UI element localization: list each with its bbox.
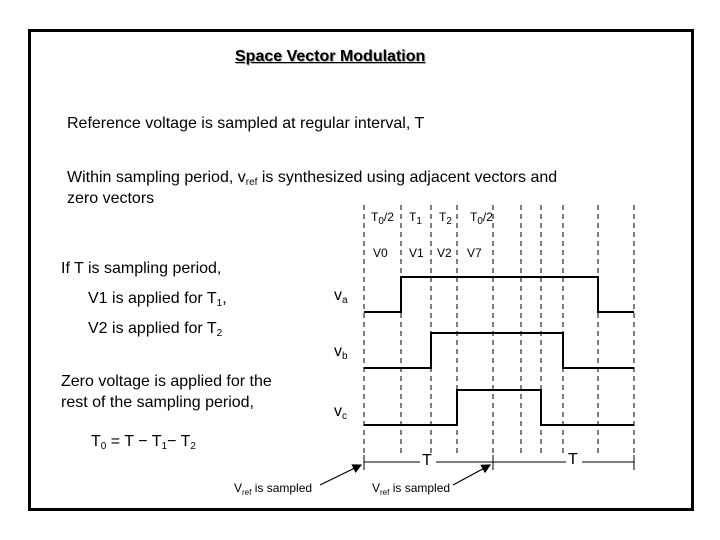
interval-tail: /2 xyxy=(482,210,493,224)
eq-c-sub: 2 xyxy=(190,441,196,452)
interval-main: T xyxy=(371,210,379,224)
sampled-main: V xyxy=(372,481,381,495)
text-zero-2: rest of the sampling period, xyxy=(61,394,254,411)
sampled-label-2 xyxy=(372,481,450,495)
text-line-synthesis-b: is synthesized using adjacent vectors and xyxy=(257,169,558,186)
signal-main: v xyxy=(334,403,342,420)
eq-b: = T − T xyxy=(106,433,162,450)
eq-a-sub: 0 xyxy=(100,441,107,452)
interval-sub: 0 xyxy=(378,216,384,227)
text-v2-prefix: V2 is applied for T xyxy=(88,320,217,337)
text-v1-prefix: V1 is applied for T xyxy=(88,290,217,307)
eq-b-sub: 1 xyxy=(161,441,168,452)
waveform-vb xyxy=(364,333,634,368)
eq-c: − T xyxy=(167,433,191,450)
text-zero-1: Zero voltage is applied for the xyxy=(61,373,272,390)
sampled-sub: ref xyxy=(380,488,390,497)
sample-arrow-2 xyxy=(453,465,490,485)
sample-arrow-1 xyxy=(320,465,361,485)
period-label-2: T xyxy=(568,451,578,468)
interval-main: T xyxy=(409,210,417,224)
signal-sub: b xyxy=(342,351,348,362)
interval-label-t0-half xyxy=(371,210,394,227)
signal-label-vc xyxy=(334,403,347,421)
text-v2-sub: 2 xyxy=(216,328,223,339)
text-if-t: If T is sampling period, xyxy=(61,260,222,277)
signal-main: v xyxy=(334,343,342,360)
vector-label-v0: V0 xyxy=(373,246,388,260)
text-v1-suffix: , xyxy=(222,290,227,307)
interval-label-t2 xyxy=(439,210,452,227)
vector-label-v7: V7 xyxy=(467,246,482,260)
interval-sub: 1 xyxy=(416,216,422,227)
signal-sub: a xyxy=(342,295,348,306)
sampled-text: is sampled xyxy=(389,481,451,495)
period-bracket xyxy=(364,455,634,470)
sampled-main: V xyxy=(234,481,243,495)
vector-label-v1: V1 xyxy=(409,246,424,260)
signal-main: v xyxy=(334,287,342,304)
slide-title: Space Vector Modulation xyxy=(235,48,426,65)
interval-dashed-lines xyxy=(364,205,634,455)
text-v1-sub: 1 xyxy=(216,298,223,309)
interval-label-t0-half-end xyxy=(470,210,493,227)
interval-main: T xyxy=(439,210,447,224)
interval-sub: 0 xyxy=(477,216,483,227)
signal-label-va xyxy=(334,287,348,305)
signal-label-vb xyxy=(334,343,348,361)
sampled-text: is sampled xyxy=(251,481,313,495)
text-line-zero-vectors: zero vectors xyxy=(67,190,155,207)
interval-label-t1 xyxy=(409,210,422,227)
vector-label-v2: V2 xyxy=(437,246,452,260)
interval-main: T xyxy=(470,210,478,224)
text-line-sampling: Reference voltage is sampled at regular interval, T xyxy=(67,115,425,132)
signal-sub: c xyxy=(342,411,347,422)
waveform-va xyxy=(364,277,634,312)
interval-sub: 2 xyxy=(446,216,452,227)
period-label-1: T xyxy=(422,452,432,469)
text-line-synthesis-sub: ref xyxy=(245,177,258,188)
eq-a: T xyxy=(91,433,101,450)
text-line-synthesis-a: Within sampling period, v xyxy=(67,169,246,186)
sampled-sub: ref xyxy=(242,488,252,497)
sampled-label-1 xyxy=(234,481,312,495)
waveform-vc xyxy=(364,390,634,425)
interval-tail: /2 xyxy=(383,210,394,224)
